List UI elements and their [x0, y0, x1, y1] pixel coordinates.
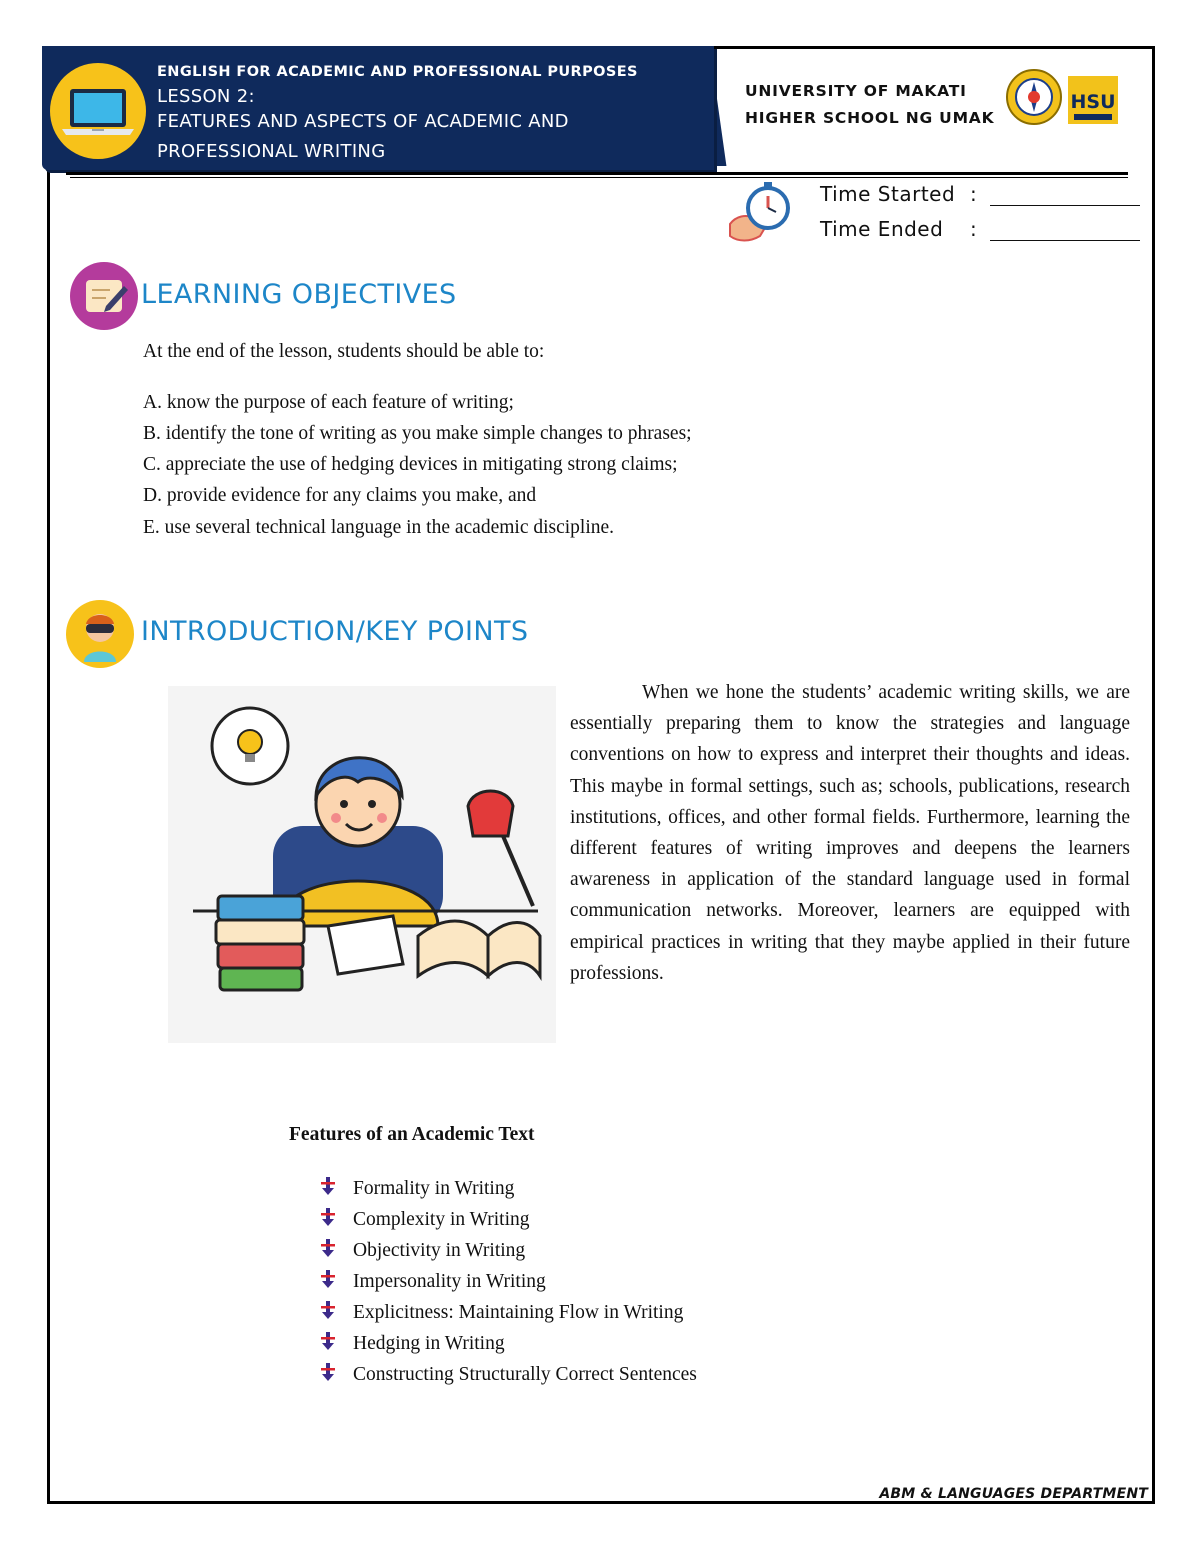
hsu-logo-text: HSU	[1070, 91, 1116, 113]
laptop-badge	[50, 63, 146, 159]
feature-item-label: Objectivity in Writing	[353, 1240, 526, 1261]
time-started-row	[820, 182, 1140, 206]
objective-item: A. know the purpose of each feature of writing;	[143, 392, 514, 413]
feature-item-label: Constructing Structurally Correct Sentences	[353, 1364, 697, 1385]
feature-item	[318, 1174, 514, 1200]
feature-item	[318, 1298, 683, 1324]
down-arrow-bullet-icon	[318, 1238, 353, 1264]
objective-item: D. provide evidence for any claims you make, and	[143, 485, 537, 506]
lesson-number: LESSON 2:	[157, 86, 255, 107]
feature-item-label: Complexity in Writing	[353, 1209, 530, 1230]
school-name	[745, 78, 994, 132]
time-ended-field[interactable]	[990, 220, 1140, 241]
feature-item-label: Hedging in Writing	[353, 1333, 505, 1354]
student-studying-illustration	[168, 686, 556, 1043]
feature-item	[318, 1360, 697, 1386]
objective-item: C. appreciate the use of hedging devices in mitigating strong claims;	[143, 454, 678, 475]
lesson-title-line1: FEATURES AND ASPECTS OF ACADEMIC AND	[157, 111, 569, 132]
down-arrow-bullet-icon	[318, 1176, 353, 1202]
objective-item: B. identify the tone of writing as you make simple changes to phrases;	[143, 423, 692, 444]
down-arrow-bullet-icon	[318, 1362, 353, 1388]
time-started-colon: :	[970, 182, 978, 206]
feature-item	[318, 1236, 525, 1262]
objectives-heading: LEARNING OBJECTIVES	[141, 279, 457, 310]
time-started-label: Time Started	[820, 182, 956, 206]
feature-item-label: Impersonality in Writing	[353, 1271, 546, 1292]
introduction-heading: INTRODUCTION/KEY POINTS	[141, 616, 529, 647]
time-ended-row	[820, 217, 1140, 241]
objectives-badge	[70, 262, 138, 330]
notepad-pencil-icon	[70, 262, 138, 330]
university-seal-icon	[1005, 68, 1063, 126]
down-arrow-bullet-icon	[318, 1207, 353, 1233]
header-divider-thin	[70, 177, 1128, 178]
time-started-field[interactable]	[990, 185, 1140, 206]
header-divider	[66, 172, 1128, 175]
lesson-title-line2: PROFESSIONAL WRITING	[157, 141, 386, 162]
banner-text	[157, 64, 638, 167]
features-title: Features of an Academic Text	[289, 1124, 535, 1145]
school-line1: UNIVERSITY OF MAKATI	[745, 82, 967, 100]
down-arrow-bullet-icon	[318, 1269, 353, 1295]
feature-item	[318, 1329, 505, 1355]
objective-item: E. use several technical language in the academic discipline.	[143, 517, 615, 538]
down-arrow-bullet-icon	[318, 1331, 353, 1357]
objectives-intro: At the end of the lesson, students should be able to:	[143, 341, 545, 362]
feature-item	[318, 1267, 546, 1293]
hsu-logo-icon	[1068, 76, 1118, 124]
time-ended-label: Time Ended	[820, 217, 944, 241]
feature-item-label: Formality in Writing	[353, 1178, 515, 1199]
department-footer: ABM & LANGUAGES DEPARTMENT	[879, 1486, 1148, 1502]
introduction-badge	[66, 600, 134, 668]
laptop-icon	[50, 63, 146, 159]
down-arrow-bullet-icon	[318, 1300, 353, 1326]
student-vr-icon	[66, 600, 134, 668]
feature-item	[318, 1205, 530, 1231]
subject-title: ENGLISH FOR ACADEMIC AND PROFESSIONAL PURPOSES	[157, 64, 638, 80]
introduction-paragraph	[570, 677, 1130, 989]
time-ended-colon: :	[970, 217, 978, 241]
stopwatch-icon	[726, 180, 798, 248]
school-line2: HIGHER SCHOOL NG UMAK	[745, 109, 995, 127]
introduction-paragraph-text: When we hone the students’ academic writing skills, we are essentially preparing them to know the strategies and language conventions on how to express and interpret their thoughts and ideas. This maybe in formal settings, such as; schools, publications, research institutions, offices, and other formal fields. Furthermore, learning the different features of writing improves and deepens the learners awareness in application of the standard language used in formal communication networks. Moreover, learners are equipped with empirical practices in writing that they maybe applied in their future professions.	[570, 682, 1130, 984]
feature-item-label: Explicitness: Maintaining Flow in Writing	[353, 1302, 684, 1323]
